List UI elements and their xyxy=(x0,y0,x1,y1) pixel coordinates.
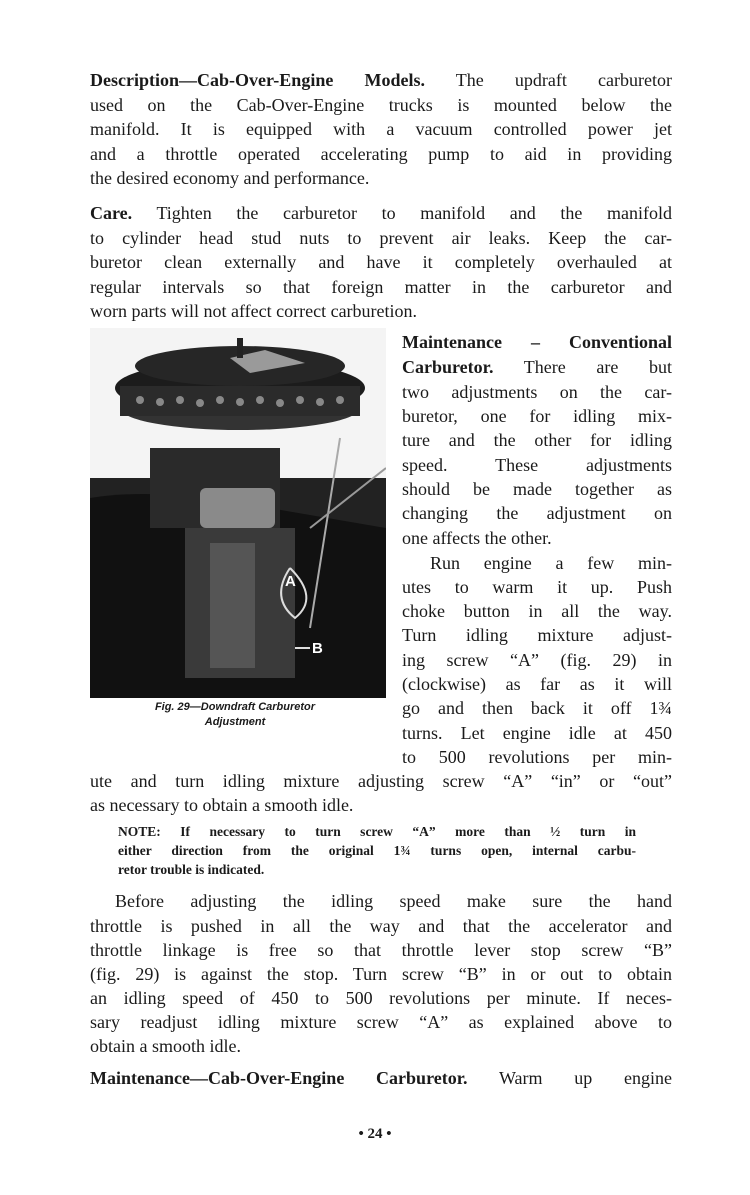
text-line: to cylinder head stud nuts to prevent air leaks. Keep the car- xyxy=(90,228,672,248)
page-number: • 24 • xyxy=(358,1126,392,1142)
text: Tighten the carburetor to manifold and the manifold xyxy=(132,203,672,223)
text-line: used on the Cab-Over-Engine trucks is mounted below the xyxy=(90,95,672,115)
figure-caption xyxy=(100,700,370,730)
text-line xyxy=(402,356,672,378)
text-line: buretor, one for idling mix- xyxy=(402,406,672,426)
description-line-1 xyxy=(90,69,672,91)
maintenance-heading: Maintenance – Conventional xyxy=(402,332,672,352)
text-line: and a throttle operated accelerating pump to aid in providing xyxy=(90,144,672,164)
text-line: regular intervals so that foreign matter in the carburetor and xyxy=(90,277,672,297)
carburetor-photo xyxy=(90,328,386,698)
text-line: (clockwise) as far as it will xyxy=(402,674,672,694)
text: Warm up engine xyxy=(467,1068,672,1088)
text-line: worn parts will not affect correct carburetion. xyxy=(90,301,418,321)
text-line: sary readjust idling mixture screw “A” as explained above to xyxy=(90,1012,672,1032)
text-line: to 500 revolutions per min- xyxy=(402,747,672,767)
text-line: throttle is pushed in all the way and that the accelerator and xyxy=(90,916,672,936)
text-line: an idling speed of 450 to 500 revolutions per minute. If neces- xyxy=(90,988,672,1008)
note-line: retor trouble is indicated. xyxy=(118,862,265,877)
description-heading: Description—Cab-Over-Engine Models. xyxy=(90,70,425,90)
text-line: two adjustments on the car- xyxy=(402,382,672,402)
text-line: choke button in all the way. xyxy=(402,601,672,621)
note-line: NOTE: If necessary to turn screw “A” more than ½ turn in xyxy=(118,824,636,839)
text-line: throttle linkage is free so that throttle lever stop screw “B” xyxy=(90,940,672,960)
text-line: buretor clean externally and have it completely overhauled at xyxy=(90,252,672,272)
heading-text: Carburetor. xyxy=(402,357,494,377)
text-line: as necessary to obtain a smooth idle. xyxy=(90,795,354,815)
cab-over-heading: Maintenance—Cab-Over-Engine Carburetor. xyxy=(90,1068,468,1088)
cab-over-maintenance-line xyxy=(90,1067,672,1089)
note-line: either direction from the original 1¾ turns open, internal carbu- xyxy=(118,843,636,858)
caption-line: Fig. 29—Downdraft Carburetor xyxy=(154,701,316,713)
text-line: one affects the other. xyxy=(402,528,552,548)
text-line: (fig. 29) is against the stop. Turn screw “B” in or out to obtain xyxy=(90,964,672,984)
text-line: should be made together as xyxy=(402,479,672,499)
text-line: utes to warm it up. Push xyxy=(402,577,672,597)
text-line: go and then back it off 1¾ xyxy=(402,698,672,718)
text-line: the desired economy and performance. xyxy=(90,168,370,188)
text: The updraft carburetor xyxy=(424,70,673,90)
text: There are but xyxy=(493,357,672,377)
text-line: ing screw “A” (fig. 29) in xyxy=(402,650,672,670)
text-line: manifold. It is equipped with a vacuum controlled power jet xyxy=(90,119,672,139)
label-b: B xyxy=(312,640,323,657)
text-line: obtain a smooth idle. xyxy=(90,1036,241,1056)
text-line: Before adjusting the idling speed make sure the hand xyxy=(115,891,672,911)
care-line-1 xyxy=(90,202,672,224)
care-heading: Care. xyxy=(90,203,133,223)
text-line: speed. These adjustments xyxy=(402,455,672,475)
text-line: ute and turn idling mixture adjusting screw “A” “in” or “out” xyxy=(90,771,672,791)
text-line: Turn idling mixture adjust- xyxy=(402,625,672,645)
text-line: ture and the other for idling xyxy=(402,430,672,450)
text-line: turns. Let engine idle at 450 xyxy=(402,723,672,743)
label-a: A xyxy=(285,573,296,590)
text-line: Run engine a few min- xyxy=(430,553,672,573)
caption-line: Adjustment xyxy=(204,716,266,728)
text-line: changing the adjustment on xyxy=(402,503,672,523)
